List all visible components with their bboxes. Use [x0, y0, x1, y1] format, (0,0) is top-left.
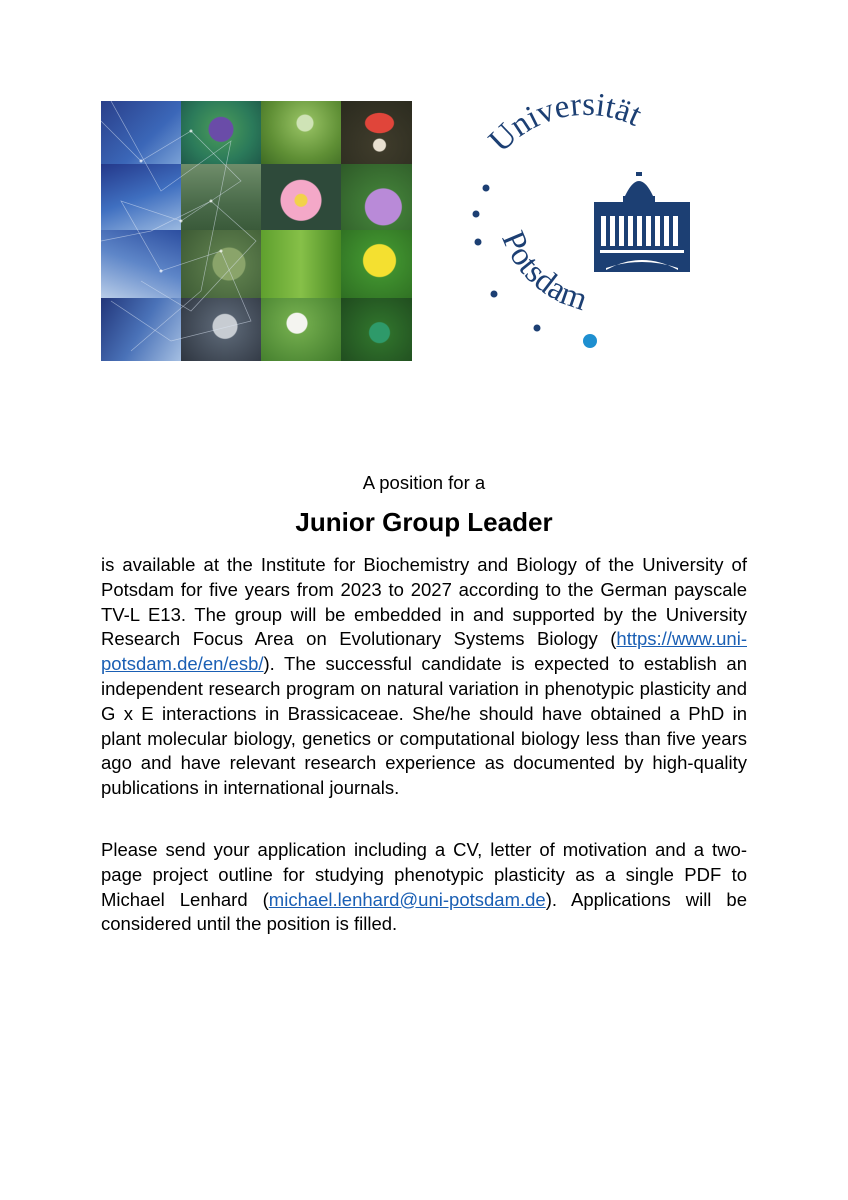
yellow-flower-tile — [341, 230, 412, 298]
esb-website-link[interactable]: https://www.uni-potsdam.de/en/esb/ — [101, 628, 747, 675]
dandelion-seed-tile — [261, 298, 341, 361]
logo-wordmark-top: Universität — [482, 92, 647, 160]
application-text-b: ). Applications will be considered until the position is filled. — [101, 888, 747, 935]
application-paragraph — [101, 838, 747, 937]
mushroom-tile — [341, 101, 412, 164]
thistle-bee-tile — [341, 164, 412, 230]
green-beetle-tile — [341, 298, 412, 361]
logo-wordmark-side: Potsdam — [494, 226, 592, 319]
position-title: Junior Group Leader — [295, 507, 553, 537]
description-paragraph — [101, 553, 747, 801]
network-tile — [101, 230, 181, 298]
beetle-on-leaf-tile — [261, 101, 341, 164]
chameleon-tile — [181, 230, 261, 298]
nature-collage-image — [101, 101, 412, 361]
description-text-b: ). The successful candidate is expected to establish an independent research program on natural variation in phenotypic plasticity and G x E interactions in Brassicaceae. She/he should have obtained a PhD in plant molecular biology, genetics or computational biology less than five years ago and have relevant research experience as documented by high-quality publications in international journals. — [101, 653, 747, 799]
network-tile — [101, 164, 181, 230]
water-lily-tile — [261, 164, 341, 230]
purple-flower-tile — [181, 101, 261, 164]
dragonfly-tile — [181, 164, 261, 230]
insect-on-stem-tile — [261, 230, 341, 298]
network-tile — [101, 298, 181, 361]
description-text-a: is available at the Institute for Biochemistry and Biology of the University of Potsdam for five years from 2023 to 2027 according to the German payscale TV-L E13. The group will be embedded in and supported by the University Research Focus Area on Evolutionary Systems Biology ( — [101, 554, 747, 650]
snail-tile — [181, 298, 261, 361]
network-tile — [101, 101, 181, 164]
contact-email-link[interactable]: michael.lenhard@uni-potsdam.de — [268, 888, 546, 910]
university-potsdam-logo — [460, 92, 720, 362]
application-text-a: Please send your application including a CV, letter of motivation and a two-page project outline for studying phenotypic plasticity as a single PDF to Michael Lenhard ( — [101, 839, 747, 910]
intro-line: A position for a — [362, 472, 486, 493]
logo-accent-dot — [583, 334, 597, 348]
